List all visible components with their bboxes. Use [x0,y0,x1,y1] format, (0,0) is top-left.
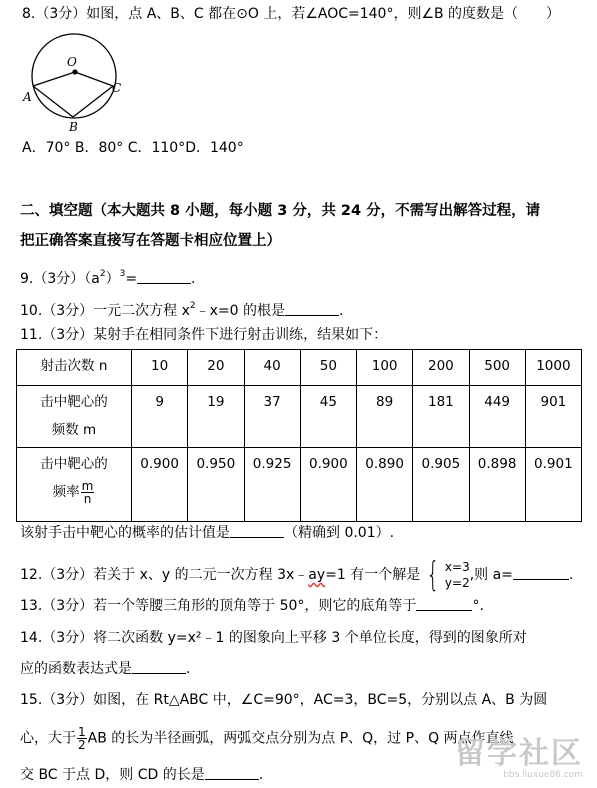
question-8-options: A．70° B．80° C．110°D．140° [22,140,244,156]
label-c: C [112,81,122,95]
cell-frequency: 0.950 [188,448,244,522]
q9-pre: 9.（3分）（a [20,271,100,287]
q11-after-pre: 该射手击中靶心的概率的估计值是 [20,525,230,541]
q9-answer-blank[interactable] [137,269,191,284]
cell-n: 10 [132,350,188,386]
question-9 [20,264,196,289]
row-label-n: 射击次数 n [17,350,132,386]
question-12 [20,555,574,595]
equation-x: x=3 [444,560,470,574]
q15-line3-pre: 交 BC 于点 D，则 CD 的长是 [20,767,205,783]
label-o: O [67,55,77,69]
equation-list [445,559,470,591]
row-label-m-line1: 击中靶心的 [40,394,108,410]
q9-post: = [125,271,138,287]
q11-answer-blank[interactable] [230,523,284,538]
q9-exp2: 3 [119,269,126,279]
q13-pre: 13.（3分）若一个等腰三角形的顶角等于 50°，则它的底角等于 [20,598,417,614]
q13-end: °. [472,598,484,614]
watermark-logo-text: 留学社区 [455,736,583,771]
cell-frequency: 0.900 [300,448,356,522]
cell-n: 1000 [525,350,581,386]
q12-end: . [568,567,574,583]
cell-m: 449 [469,386,525,448]
cell-frequency: 0.900 [132,448,188,522]
label-b: B [69,120,78,132]
center-point [72,69,77,74]
row-label-frequency [17,448,132,522]
section-2-header-line2: 把正确答案直接写在答题卡相应位置上） [20,233,281,249]
question-14-line2 [20,659,190,679]
fraction-one-half [77,726,87,751]
q12-answer-blank[interactable] [513,565,569,580]
table-row-frequency [17,448,582,522]
cell-n: 50 [300,350,356,386]
circle-o [32,34,116,118]
cell-m: 19 [188,386,244,448]
frac-num: 1 [78,725,86,739]
circle-figure [20,28,135,132]
q10-exp: 2 [189,301,196,311]
segment-oa [33,72,75,86]
question-10 [20,296,343,321]
segment-oc [75,72,113,86]
q12-pre: 12.（3分）若关于 x、y 的二元一次方程 3x﹣ [20,567,309,583]
brace-icon: { [426,555,440,595]
cell-m: 89 [357,386,413,448]
q9-exp1: 2 [99,269,106,279]
frac-den: n [83,491,92,506]
table-row-n [17,350,582,386]
cell-n: 40 [244,350,300,386]
q12-mid: =1 有一个解是 [325,567,421,583]
fraction-m-over-n [81,480,95,505]
q12-wavy-term: ay [308,567,326,583]
question-14-line1: 14.（3分）将二次函数 y=x²﹣1 的图象向上平移 3 个单位长度，得到的图象所对 [20,630,527,646]
cell-n: 500 [469,350,525,386]
question-15-line1: 15.（3分）如图，在 Rt△ABC 中，∠C=90°，AC=3，BC=5，分别以点 A、B 为圆 [20,692,548,708]
q12-post: ,则 a= [469,567,513,583]
cell-m: 37 [244,386,300,448]
equation-system [422,555,470,595]
cell-m: 9 [132,386,188,448]
q9-mid: ） [105,271,120,287]
question-11-followup [20,523,394,543]
q10-pre: 10.（3分）一元二次方程 x [20,303,190,319]
cell-frequency: 0.890 [357,448,413,522]
frac-num: m [81,478,94,493]
cell-m: 901 [525,386,581,448]
shooting-frequency-table [16,349,582,522]
q10-end: . [339,303,344,319]
cell-frequency: 0.901 [525,448,581,522]
q15-answer-blank[interactable] [205,765,259,780]
q9-end: . [191,271,196,287]
question-15-line2 [20,726,514,751]
cell-n: 100 [357,350,413,386]
frac-den: 2 [78,738,86,752]
frequency-word: 频率 [52,484,80,500]
question-8-text: 8.（3分）如图，点 A、B、C 都在⊙O 上，若∠AOC=140°，则∠B 的度数是（ ） [22,6,561,22]
q13-answer-blank[interactable] [416,596,472,611]
q11-after-post: （精确到 0.01）. [284,525,395,541]
q15-line2-post: AB 的长为半径画弧，两弧交点分别为点 P、Q，过 P、Q 两点作直线 [87,730,514,747]
cell-n: 200 [413,350,469,386]
row-label-m [17,386,132,448]
site-watermark [455,738,583,780]
q10-post: ﹣x=0 的根是 [195,303,286,319]
question-11-text: 11.（3分）某射手在相同条件下进行射击训练，结果如下： [20,327,388,343]
row-label-frequency-line2 [19,478,129,506]
cell-m: 181 [413,386,469,448]
q15-line2-pre: 心，大于 [20,730,76,747]
cell-m: 45 [300,386,356,448]
watermark-url: bbs.liuxue86.com [503,770,583,780]
q14-answer-blank[interactable] [132,659,186,674]
row-label-frequency-line1: 击中靶心的 [40,456,108,472]
question-15-line3 [20,765,263,785]
cell-frequency: 0.925 [244,448,300,522]
q15-end: . [258,767,264,783]
cell-frequency: 0.905 [413,448,469,522]
cell-n: 20 [188,350,244,386]
q14-line2-pre: 应的函数表达式是 [20,661,132,677]
equation-y: y=2 [444,576,470,590]
label-a: A [23,90,32,104]
cell-frequency: 0.898 [469,448,525,522]
table-row-m [17,386,582,448]
row-label-m-line2: 频数 m [51,422,97,438]
section-2-header-line1: 二、填空题（本大题共 8 小题，每小题 3 分，共 24 分，不需写出解答过程，请 [20,203,541,219]
q14-end: . [186,661,191,677]
q10-answer-blank[interactable] [285,301,339,316]
question-13 [20,596,484,616]
